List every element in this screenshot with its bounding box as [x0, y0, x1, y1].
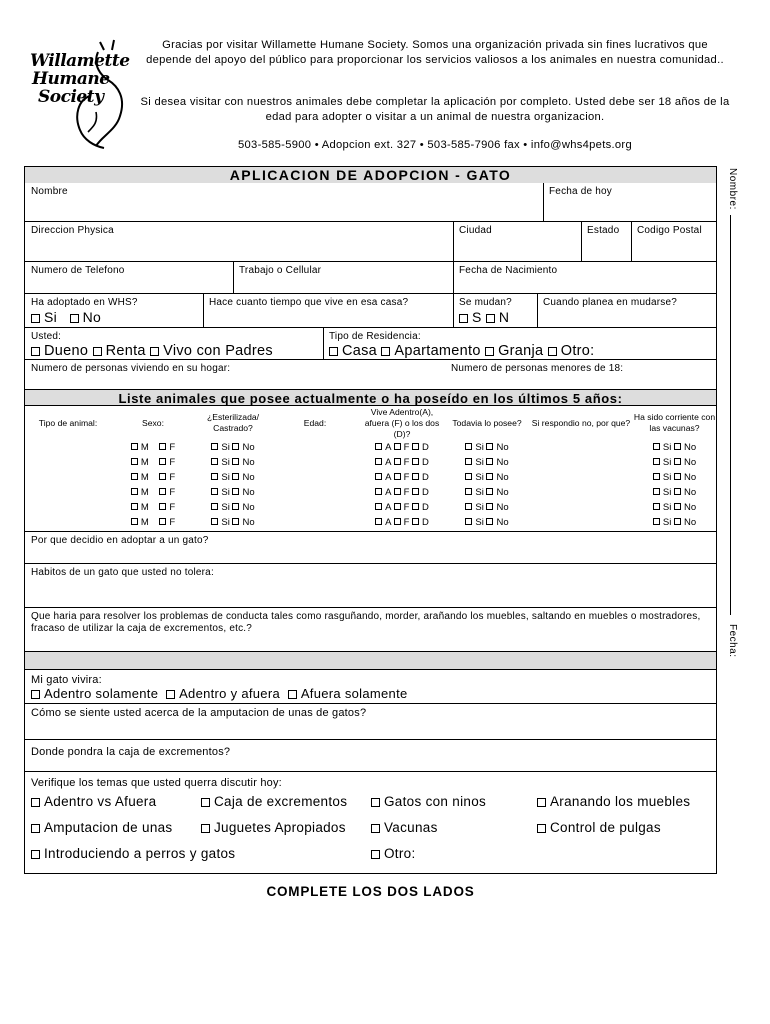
vive-d-checkbox[interactable]: D [412, 487, 429, 498]
tema-adentro-vs-afuera-checkbox[interactable]: Adentro vs Afuera [31, 794, 156, 809]
estado-field[interactable] [581, 222, 631, 261]
pet-respondio-cell[interactable] [529, 470, 633, 485]
mudan-s-checkbox[interactable]: S [459, 309, 482, 325]
vive-a-checkbox[interactable]: A [375, 517, 391, 528]
esterilizada-si-checkbox[interactable]: Si [211, 457, 229, 468]
caja-field[interactable] [25, 739, 716, 771]
granja-checkbox[interactable]: Granja [485, 343, 543, 359]
esterilizada-no-checkbox[interactable]: No [232, 472, 254, 483]
vive-f-checkbox[interactable]: F [394, 442, 410, 453]
menores-label: Numero de personas menores de 18: [451, 363, 624, 374]
pet-row [25, 470, 716, 485]
vacunas-si-checkbox[interactable]: Si [653, 517, 671, 528]
vacunas-si-checkbox[interactable]: Si [653, 457, 671, 468]
se-mudan-field [453, 294, 537, 327]
esterilizada-no-checkbox[interactable]: No [232, 517, 254, 528]
temas-section [25, 771, 716, 873]
side-fecha-label: Fecha: [727, 624, 738, 658]
cuanto-tiempo-label: Hace cuanto tiempo que vive en esa casa? [209, 297, 409, 308]
esterilizada-si-checkbox[interactable]: Si [211, 517, 229, 528]
sexo-m-checkbox[interactable]: M [131, 457, 149, 468]
logo-text-2: Humane [32, 69, 110, 89]
row-vivira [25, 669, 716, 703]
fecha-hoy-label: Fecha de hoy [549, 186, 612, 197]
por-que-label: Por que decidio en adoptar a un gato? [31, 535, 209, 546]
adoptado-si-checkbox[interactable]: Si [31, 309, 57, 325]
vive-f-checkbox[interactable]: F [394, 502, 410, 513]
cuando-mudarse-field[interactable] [537, 294, 716, 327]
vive-f-checkbox[interactable]: F [394, 472, 410, 483]
sexo-f-checkbox[interactable]: F [159, 502, 175, 513]
vacunas-si-checkbox[interactable]: Si [653, 472, 671, 483]
esterilizada-si-checkbox[interactable]: Si [211, 502, 229, 513]
vive-a-checkbox[interactable]: A [375, 487, 391, 498]
intro-paragraph-2: Si desea visitar con nuestros animales debe completar la aplicación por completo. Usted debe ser 18 años de la edad para adopter o visitar a un animal de nuestra organizacion. [140, 96, 730, 123]
vive-a-checkbox[interactable]: A [375, 457, 391, 468]
amputacion-field[interactable] [25, 703, 716, 739]
pets-table-wrapper [25, 405, 716, 531]
sexo-m-checkbox[interactable]: M [131, 487, 149, 498]
complete-both-sides-footer: COMPLETE LOS DOS LADOS [266, 884, 475, 899]
tema-amputacion-checkbox[interactable]: Amputacion de unas [31, 820, 172, 835]
tema-otro-checkbox[interactable]: Otro: [371, 846, 416, 861]
pet-row [25, 515, 716, 530]
vivira-label: Mi gato vivira: [31, 674, 102, 686]
telefono-label: Numero de Telefono [31, 265, 125, 276]
por-que-field[interactable] [25, 531, 716, 563]
adoptado-field [25, 294, 203, 327]
dueno-checkbox[interactable]: Dueno [31, 343, 88, 359]
vivo-padres-checkbox[interactable]: Vivo con Padres [150, 343, 273, 359]
tema-perros-gatos-checkbox[interactable]: Introduciendo a perros y gatos [31, 846, 235, 861]
pet-edad-cell[interactable] [271, 500, 359, 515]
conducta-field[interactable] [25, 607, 716, 651]
vive-a-checkbox[interactable]: A [375, 502, 391, 513]
pet-edad-cell[interactable] [271, 515, 359, 530]
adoptado-label: Ha adoptado en WHS? [31, 297, 138, 308]
vive-d-checkbox[interactable]: D [412, 442, 429, 453]
codigo-postal-label: Codigo Postal [637, 225, 702, 236]
sexo-m-checkbox[interactable]: M [131, 502, 149, 513]
sexo-f-checkbox[interactable]: F [159, 472, 175, 483]
todavia-no-checkbox[interactable]: No [486, 517, 508, 528]
todavia-no-checkbox[interactable]: No [486, 442, 508, 453]
pets-table [25, 406, 716, 530]
todavia-si-checkbox[interactable]: Si [465, 442, 483, 453]
todavia-no-checkbox[interactable]: No [486, 457, 508, 468]
esterilizada-no-checkbox[interactable]: No [232, 442, 254, 453]
telefono-field[interactable] [25, 262, 233, 293]
vacunas-no-checkbox[interactable]: No [674, 502, 696, 513]
esterilizada-si-checkbox[interactable]: Si [211, 442, 229, 453]
vacunas-si-checkbox[interactable]: Si [653, 487, 671, 498]
sexo-f-checkbox[interactable]: F [159, 457, 175, 468]
todavia-si-checkbox[interactable]: Si [465, 457, 483, 468]
habitos-field[interactable] [25, 563, 716, 607]
willamette-humane-society-logo [22, 36, 132, 156]
afuera-solamente-checkbox[interactable]: Afuera solamente [288, 686, 408, 701]
esterilizada-no-checkbox[interactable]: No [232, 457, 254, 468]
pet-respondio-cell[interactable] [529, 440, 633, 455]
tema-juguetes-checkbox[interactable]: Juguetes Apropiados [201, 820, 346, 835]
adentro-afuera-checkbox[interactable]: Adentro y afuera [166, 686, 280, 701]
tema-gatos-ninos-checkbox[interactable]: Gatos con ninos [371, 794, 486, 809]
intro-paragraph-1: Gracias por visitar Willamette Humane Society. Somos una organización privada sin fines lucrativos que depende del apoyo del público para proporcionar los servicios valiosos a los animales en nuestra comunidad.. [146, 39, 724, 66]
col-vacunas-header: Ha sido corriente con las vacunas? [633, 412, 716, 433]
sexo-f-checkbox[interactable]: F [159, 517, 175, 528]
vive-f-checkbox[interactable]: F [394, 487, 410, 498]
contact-line: 503-585-5900 • Adopcion ext. 327 • 503-585-7906 fax • info@whs4pets.org [238, 139, 632, 151]
col-edad-header: Edad: [303, 417, 327, 428]
otro-residencia-checkbox[interactable]: Otro: [548, 343, 595, 359]
tema-aranando-checkbox[interactable]: Aranando los muebles [537, 794, 690, 809]
animales-section-header [25, 389, 716, 405]
tema-vacunas-checkbox[interactable]: Vacunas [371, 820, 438, 835]
row-adoptado [25, 293, 716, 327]
se-mudan-label: Se mudan? [459, 297, 512, 308]
todavia-no-checkbox[interactable]: No [486, 487, 508, 498]
sexo-m-checkbox[interactable]: M [131, 472, 149, 483]
logo-text-3: Society [38, 87, 104, 107]
pet-edad-cell[interactable] [271, 485, 359, 500]
pet-respondio-cell[interactable] [529, 455, 633, 470]
tipo-residencia-label: Tipo de Residencia: [329, 331, 421, 342]
direccion-field[interactable] [25, 222, 453, 261]
col-esterilizada-header: ¿Esterilizada/ Castrado? [206, 412, 260, 433]
nombre-label: Nombre [31, 186, 68, 197]
side-nombre-label: Nombre: [727, 168, 738, 210]
pet-tipo-cell[interactable] [25, 515, 111, 530]
pet-row [25, 440, 716, 455]
ciudad-label: Ciudad [459, 225, 492, 236]
row-nombre [25, 183, 716, 221]
trabajo-label: Trabajo o Cellular [239, 265, 322, 276]
nombre-field[interactable] [25, 183, 543, 221]
conducta-label: Que haria para resolver los problemas de conducta tales como rasguñando, morder, arañando los muebles, saltando en muebles o mostradores, fracaso de utilizar la caja de excrementos, etc.? [31, 611, 701, 634]
tema-caja-checkbox[interactable]: Caja de excrementos [201, 794, 347, 809]
adoptado-no-checkbox[interactable]: No [70, 309, 102, 325]
caja-label: Donde pondra la caja de excrementos? [31, 746, 231, 758]
col-tipo-header: Tipo de animal: [38, 417, 98, 428]
pet-row [25, 455, 716, 470]
todavia-si-checkbox[interactable]: Si [465, 502, 483, 513]
form-title: APLICACION DE ADOPCION - GATO [25, 167, 716, 183]
habitos-label: Habitos de un gato que usted no tolera: [31, 567, 214, 578]
fecha-hoy-field[interactable] [543, 183, 716, 221]
row-personas [25, 359, 716, 389]
mudan-n-checkbox[interactable]: N [486, 309, 509, 325]
apartamento-checkbox[interactable]: Apartamento [381, 343, 480, 359]
side-nombre-line [730, 215, 731, 615]
vive-d-checkbox[interactable]: D [412, 502, 429, 513]
codigo-postal-field[interactable] [631, 222, 716, 261]
pet-edad-cell[interactable] [271, 440, 359, 455]
vacunas-no-checkbox[interactable]: No [674, 457, 696, 468]
pet-respondio-cell[interactable] [529, 515, 633, 530]
pets-header-row [25, 406, 716, 440]
todavia-si-checkbox[interactable]: Si [465, 487, 483, 498]
todavia-si-checkbox[interactable]: Si [465, 517, 483, 528]
personas-hogar-field[interactable] [25, 360, 445, 389]
cuando-mudarse-label: Cuando planea en mudarse? [543, 297, 677, 308]
todavia-no-checkbox[interactable]: No [486, 502, 508, 513]
vive-d-checkbox[interactable]: D [412, 457, 429, 468]
estado-label: Estado [587, 225, 620, 236]
vacunas-no-checkbox[interactable]: No [674, 442, 696, 453]
vacunas-no-checkbox[interactable]: No [674, 472, 696, 483]
nacimiento-field[interactable] [453, 262, 716, 293]
row-telefono [25, 261, 716, 293]
col-todavia-header: Todavia lo posee? [452, 417, 522, 428]
sexo-m-checkbox[interactable]: M [131, 442, 149, 453]
tema-pulgas-checkbox[interactable]: Control de pulgas [537, 820, 661, 835]
logo-text-1: Willamette [30, 51, 130, 71]
direccion-label: Direccion Physica [31, 225, 114, 236]
pet-tipo-cell[interactable] [25, 500, 111, 515]
pet-respondio-cell[interactable] [529, 485, 633, 500]
verifique-label: Verifique los temas que usted querra discutir hoy: [31, 777, 282, 789]
vive-f-checkbox[interactable]: F [394, 517, 410, 528]
col-vive-header: Vive Adentro(A), afuera (F) o los dos (D)? [364, 406, 440, 439]
personas-hogar-label: Numero de personas viviendo en su hogar: [31, 363, 231, 374]
cuanto-tiempo-field[interactable] [203, 294, 453, 327]
sexo-m-checkbox[interactable]: M [131, 517, 149, 528]
vacunas-si-checkbox[interactable]: Si [653, 442, 671, 453]
pet-respondio-cell[interactable] [529, 500, 633, 515]
renta-checkbox[interactable]: Renta [93, 343, 146, 359]
esterilizada-no-checkbox[interactable]: No [232, 502, 254, 513]
todavia-no-checkbox[interactable]: No [486, 472, 508, 483]
pet-tipo-cell[interactable] [25, 455, 111, 470]
vacunas-no-checkbox[interactable]: No [674, 517, 696, 528]
sexo-f-checkbox[interactable]: F [159, 487, 175, 498]
pet-edad-cell[interactable] [271, 455, 359, 470]
vacunas-si-checkbox[interactable]: Si [653, 502, 671, 513]
pet-edad-cell[interactable] [271, 470, 359, 485]
todavia-si-checkbox[interactable]: Si [465, 472, 483, 483]
vive-a-checkbox[interactable]: A [375, 442, 391, 453]
vive-d-checkbox[interactable]: D [412, 517, 429, 528]
pet-tipo-cell[interactable] [25, 485, 111, 500]
nacimiento-label: Fecha de Nacimiento [459, 265, 558, 276]
sexo-f-checkbox[interactable]: F [159, 442, 175, 453]
adentro-solamente-checkbox[interactable]: Adentro solamente [31, 686, 158, 701]
casa-checkbox[interactable]: Casa [329, 343, 377, 359]
esterilizada-no-checkbox[interactable]: No [232, 487, 254, 498]
pet-row [25, 485, 716, 500]
row-direccion [25, 221, 716, 261]
ciudad-field[interactable] [453, 222, 581, 261]
col-sexo-header: Sexo: [142, 417, 164, 428]
amputacion-label: Cómo se siente usted acerca de la amputacion de unas de gatos? [31, 707, 367, 719]
animales-section-title: Liste animales que posee actualmente o ha poseído en los últimos 5 años: [118, 391, 623, 406]
pet-tipo-cell[interactable] [25, 440, 111, 455]
row-residencia [25, 327, 716, 359]
usted-label: Usted: [31, 331, 62, 342]
esterilizada-si-checkbox[interactable]: Si [211, 472, 229, 483]
adoption-form [24, 166, 717, 874]
vive-f-checkbox[interactable]: F [394, 457, 410, 468]
esterilizada-si-checkbox[interactable]: Si [211, 487, 229, 498]
pet-row [25, 500, 716, 515]
vive-a-checkbox[interactable]: A [375, 472, 391, 483]
menores-field[interactable] [445, 360, 716, 389]
shaded-separator [25, 651, 716, 669]
vive-d-checkbox[interactable]: D [412, 472, 429, 483]
trabajo-field[interactable] [233, 262, 453, 293]
vacunas-no-checkbox[interactable]: No [674, 487, 696, 498]
col-respondio-header: Si respondio no, por que? [531, 417, 631, 428]
pet-tipo-cell[interactable] [25, 470, 111, 485]
